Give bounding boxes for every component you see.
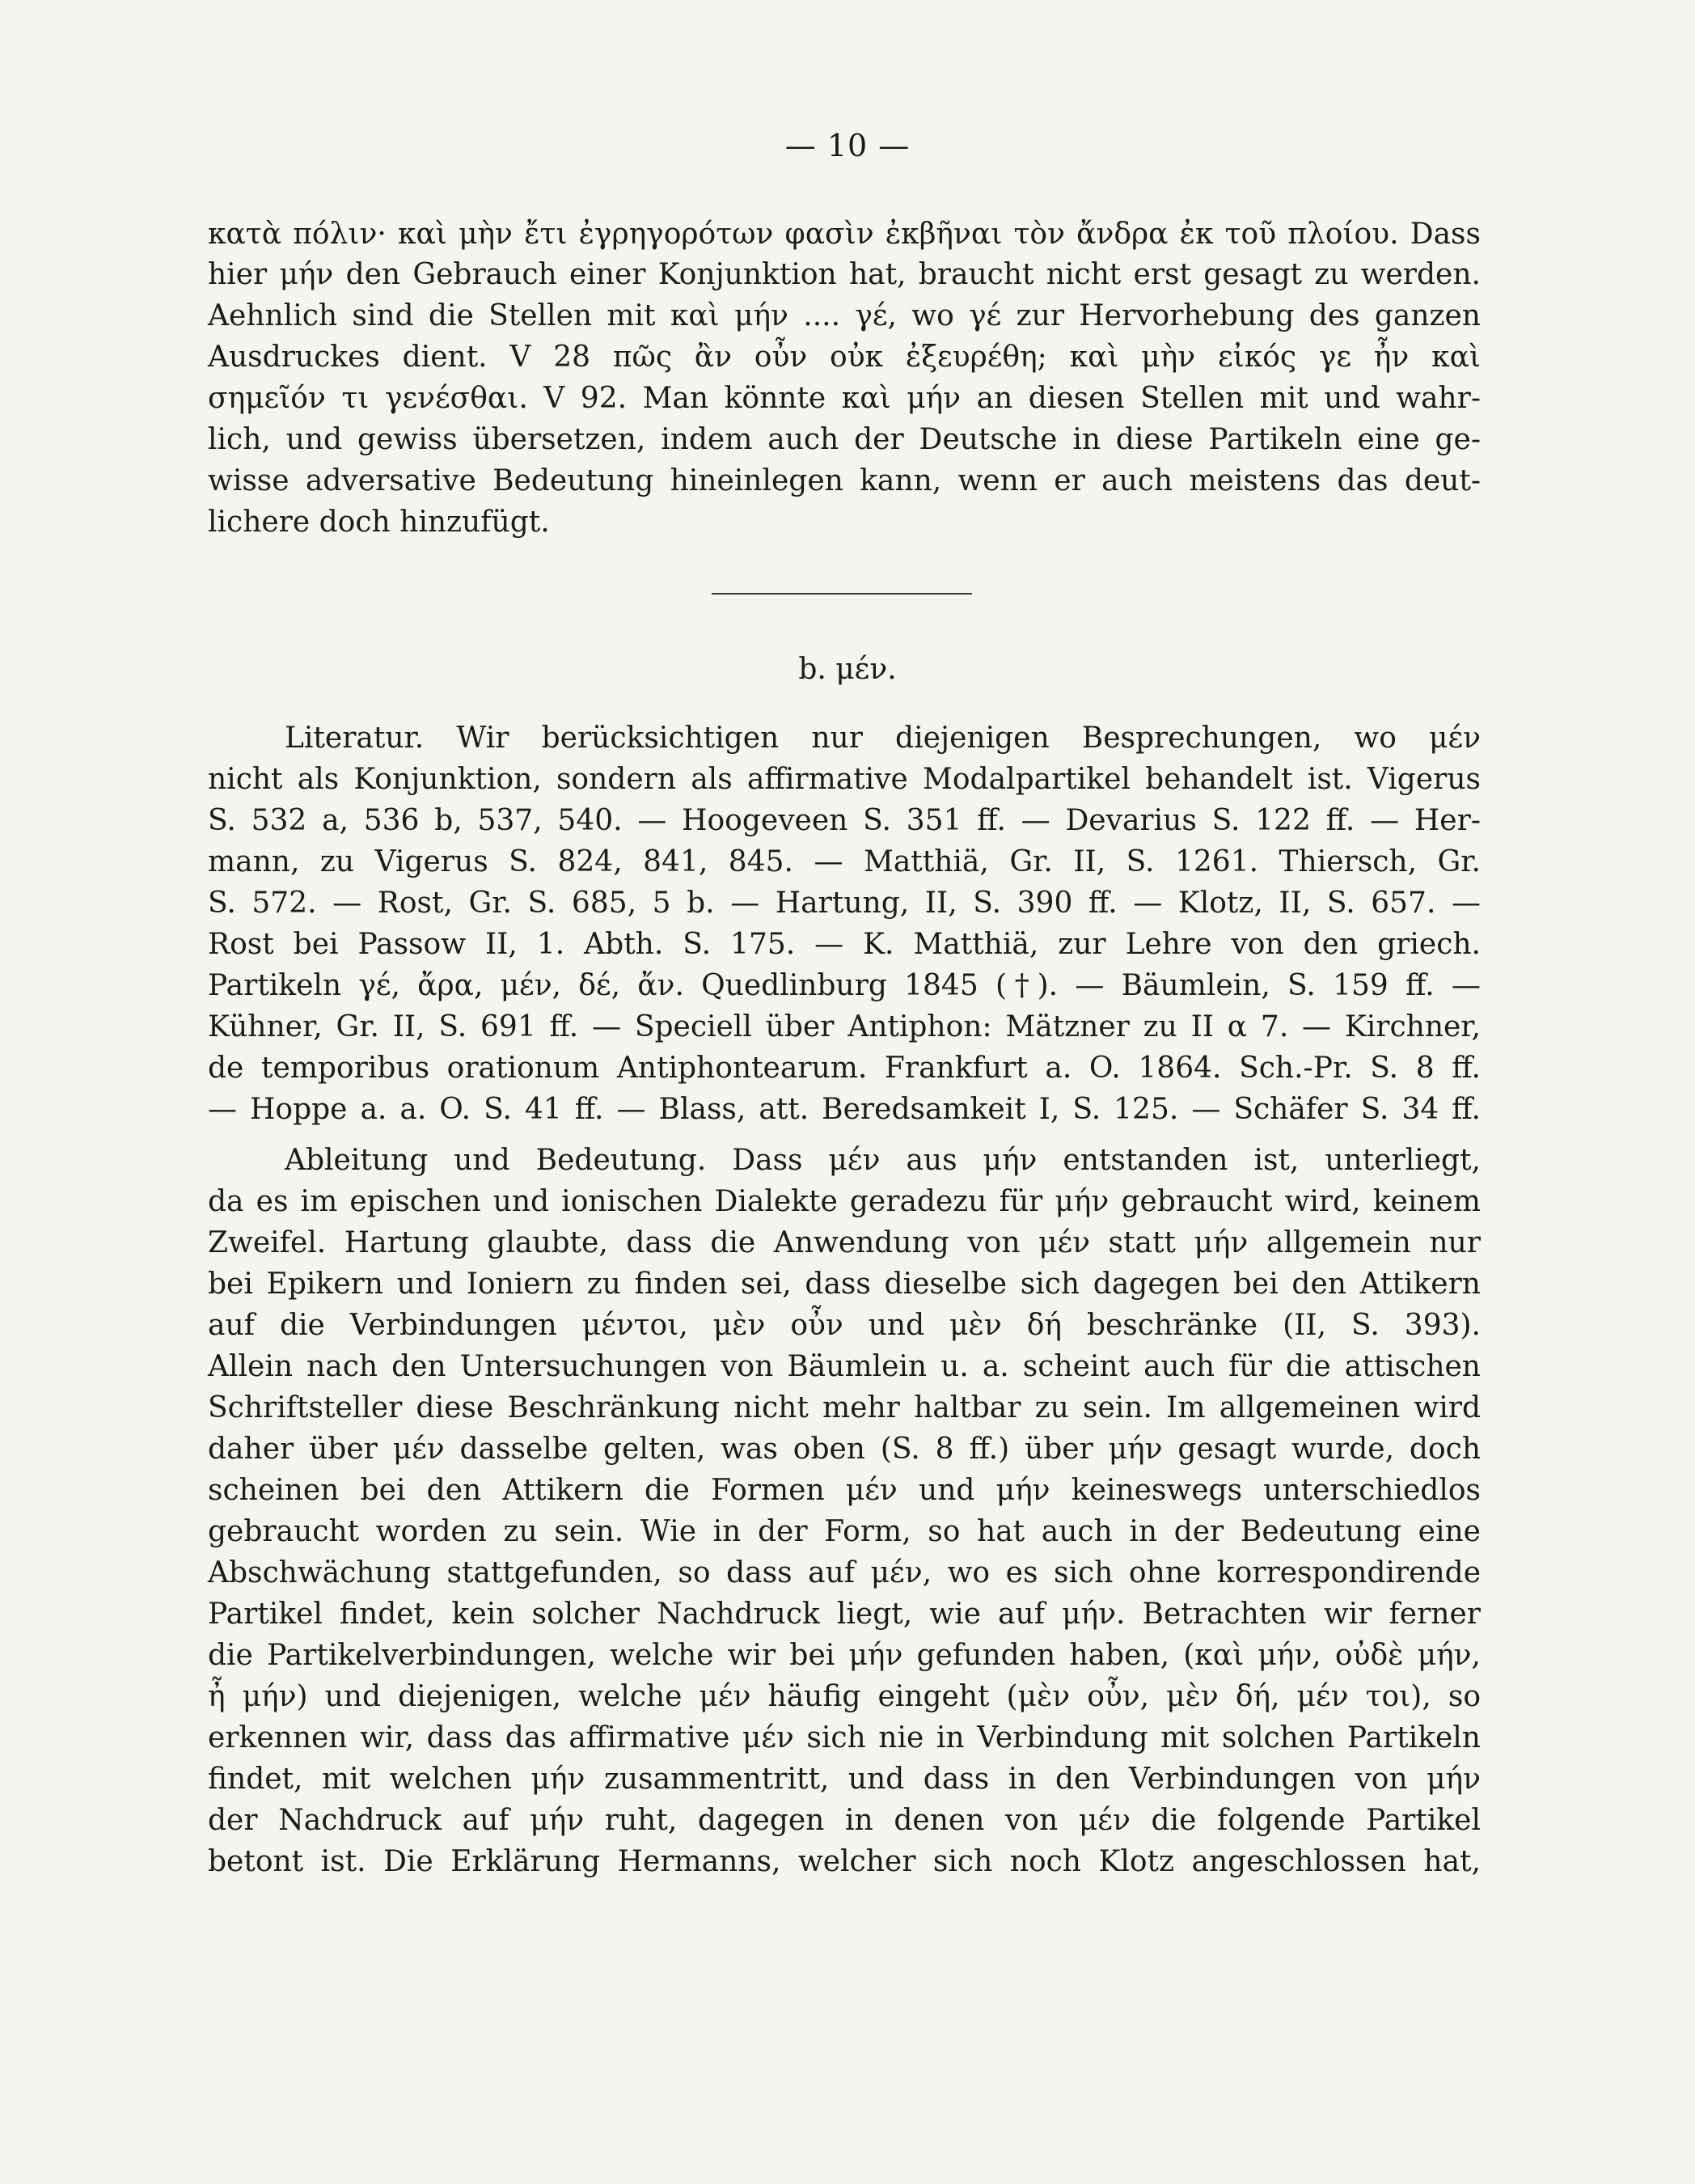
section-divider xyxy=(712,593,972,595)
text-line: Literatur. Wir berücksichtigen nur diejenigen Besprechungen, wo μέν xyxy=(285,722,1481,755)
text-line: betont ist. Die Erklärung Hermanns, welcher sich noch Klotz angeschlossen hat, xyxy=(208,1845,1481,1878)
text-line: Partikeln γέ, ἄρα, μέν, δέ, ἄν. Quedlinburg 1845 (†). — Bäumlein, S. 159 ff. — xyxy=(208,969,1481,1002)
text-line: Aehnlich sind die Stellen mit καὶ μήν .... γέ, wo γέ zur Hervorhebung des ganzen xyxy=(208,299,1481,332)
text-line: κατὰ πόλιν· καὶ μὴν ἔτι ἐγρηγορότων φασὶν ἐκβῆναι τὸν ἄνδρα ἐκ τοῦ πλοίου. Dass xyxy=(208,218,1481,251)
text-line: auf die Verbindungen μέντοι, μὲν οὖν und μὲν δή beschränke (II, S. 393). xyxy=(208,1309,1481,1342)
page-number: — 10 — xyxy=(784,128,911,163)
text-line: Rost bei Passow II, 1. Abth. S. 175. — K. Matthiä, zur Lehre von den griech. xyxy=(208,928,1481,961)
text-line: mann, zu Vigerus S. 824, 841, 845. — Matthiä, Gr. II, S. 1261. Thiersch, Gr. xyxy=(208,845,1481,878)
text-line: — Hoppe a. a. O. S. 41 ff. — Blass, att. Beredsamkeit I, S. 125. — Schäfer S. 34 ff. xyxy=(208,1093,1481,1126)
text-line: Ausdruckes dient. V 28 πῶς ἂν οὖν οὐκ ἐξευρέθη; καὶ μὴν εἰκός γε ἦν καὶ xyxy=(208,341,1481,374)
text-line: Zweifel. Hartung glaubte, dass die Anwendung von μέν statt μήν allgemein nur xyxy=(208,1226,1481,1259)
text-line: die Partikelverbindungen, welche wir bei μήν gefunden haben, (καὶ μήν, οὐδὲ μήν, xyxy=(208,1639,1481,1672)
text-line: ἦ μήν) und diejenigen, welche μέν häufig eingeht (μὲν οὖν, μὲν δή, μέν τοι), so xyxy=(208,1680,1481,1713)
text-line: lichere doch hinzufügt. xyxy=(208,506,550,539)
text-line: findet, mit welchen μήν zusammentritt, und dass in den Verbindungen von μήν xyxy=(208,1763,1481,1796)
text-line: nicht als Konjunktion, sondern als affirmative Modalpartikel behandelt ist. Vigerus xyxy=(208,763,1481,796)
text-line: daher über μέν dasselbe gelten, was oben (S. 8 ff.) über μήν gesagt wurde, doch xyxy=(208,1433,1481,1466)
text-line: Schriftsteller diese Beschränkung nicht mehr haltbar zu sein. Im allgemeinen wird xyxy=(208,1391,1481,1424)
text-line: wisse adversative Bedeutung hineinlegen kann, wenn er auch meistens das deut- xyxy=(208,464,1481,497)
section-heading: b. μέν. xyxy=(798,653,897,686)
text-line: S. 532 a, 536 b, 537, 540. — Hoogeveen S. 351 ff. — Devarius S. 122 ff. — Her- xyxy=(208,804,1481,837)
text-line: der Nachdruck auf μήν ruht, dagegen in denen von μέν die folgende Partikel xyxy=(208,1804,1481,1837)
text-line: Ableitung und Bedeutung. Dass μέν aus μήν entstanden ist, unterliegt, xyxy=(285,1144,1481,1177)
text-line: bei Epikern und Ioniern zu finden sei, dass dieselbe sich dagegen bei den Attikern xyxy=(208,1268,1481,1301)
text-line: erkennen wir, dass das affirmative μέν sich nie in Verbindung mit solchen Partikeln xyxy=(208,1721,1481,1754)
text-line: scheinen bei den Attikern die Formen μέν und μήν keineswegs unterschiedlos xyxy=(208,1474,1481,1507)
text-line: S. 572. — Rost, Gr. S. 685, 5 b. — Hartung, II, S. 390 ff. — Klotz, II, S. 657. — xyxy=(208,887,1481,920)
text-line: da es im epischen und ionischen Dialekte geradezu für μήν gebraucht wird, keinem xyxy=(208,1185,1481,1218)
text-line: lich, und gewiss übersetzen, indem auch der Deutsche in diese Partikeln eine ge- xyxy=(208,423,1481,456)
text-line: Abschwächung stattgefunden, so dass auf μέν, wo es sich ohne korrespondirende xyxy=(208,1556,1481,1589)
text-line: Partikel findet, kein solcher Nachdruck liegt, wie auf μήν. Betrachten wir ferner xyxy=(208,1598,1481,1631)
text-line: hier μήν den Gebrauch einer Konjunktion hat, braucht nicht erst gesagt zu werden. xyxy=(208,258,1481,291)
text-line: Allein nach den Untersuchungen von Bäumlein u. a. scheint auch für die attischen xyxy=(208,1350,1481,1383)
text-line: gebraucht worden zu sein. Wie in der Form, so hat auch in der Bedeutung eine xyxy=(208,1515,1481,1548)
text-line: σημεῖόν τι γενέσθαι. V 92. Man könnte καὶ μήν an diesen Stellen mit und wahr- xyxy=(208,382,1481,415)
text-line: de temporibus orationum Antiphontearum. Frankfurt a. O. 1864. Sch.-Pr. S. 8 ff. xyxy=(208,1052,1481,1085)
text-line: Kühner, Gr. II, S. 691 ff. — Speciell über Antiphon: Mätzner zu II α 7. — Kirchner, xyxy=(208,1010,1481,1043)
